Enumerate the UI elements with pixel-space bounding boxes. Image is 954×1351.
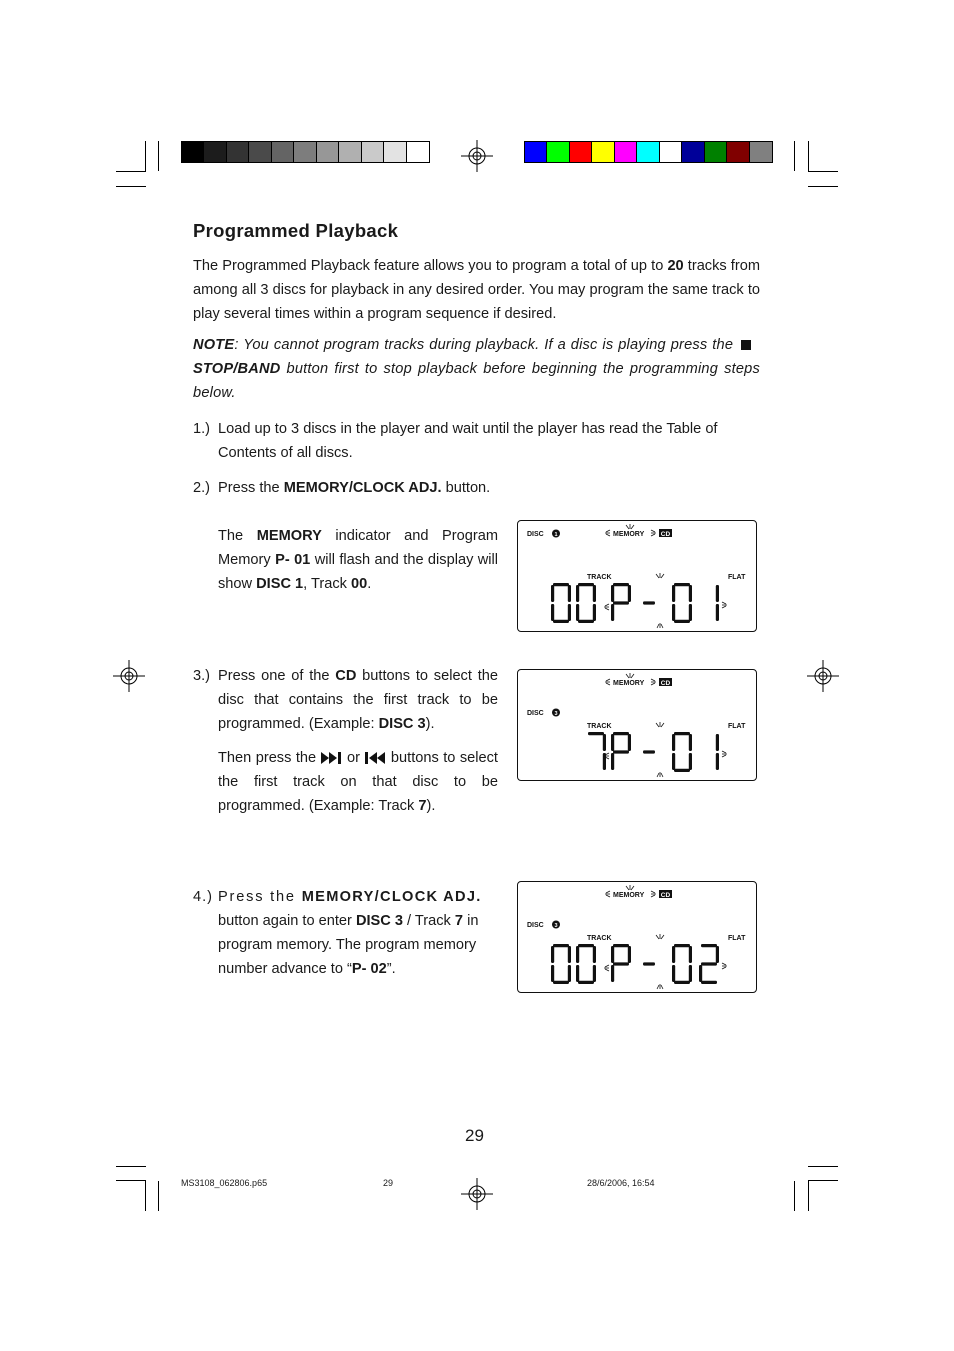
lcd-digit xyxy=(576,583,596,623)
step-4-text: Press the MEMORY/CLOCK ADJ. button again to enter DISC 3 / Track 7 in program memory. The program memory number advance to “P- 02”. xyxy=(218,889,482,977)
lcd-digit xyxy=(672,583,692,623)
step-3-number: 3.) xyxy=(193,668,211,684)
memory-flash-icon xyxy=(626,885,634,890)
memory-flash-icon xyxy=(626,524,634,529)
program-flash-icon xyxy=(604,965,609,971)
disc-number: 3 xyxy=(554,711,558,717)
track-label: TRACK xyxy=(587,935,612,942)
calibration-swatch xyxy=(249,142,271,162)
calibration-swatch xyxy=(727,142,749,162)
calibration-swatch xyxy=(384,142,406,162)
track-flash-icon xyxy=(656,934,664,939)
registration-target-left xyxy=(113,660,145,692)
footer-filename: MS3108_062806.p65 xyxy=(181,1178,268,1188)
calibration-swatch xyxy=(294,142,316,162)
lcd-display-1 xyxy=(517,520,757,632)
calibration-swatch xyxy=(615,142,637,162)
lcd-digit xyxy=(611,732,631,770)
registration-target-right xyxy=(807,660,839,692)
program-flash-icon xyxy=(657,772,663,777)
intro-paragraph: The Programmed Playback feature allows you to program a total of up to 20 tracks from among all 3 discs for playback in any desired order. You may program the same track to play several times within a program sequence if desired. xyxy=(193,258,760,322)
disc-label: DISC xyxy=(527,531,544,538)
lcd-digit xyxy=(611,583,631,621)
disc-number: 1 xyxy=(554,532,558,538)
program-flash-icon xyxy=(722,751,727,757)
skip-forward-icon xyxy=(321,752,343,764)
calibration-swatch xyxy=(705,142,727,162)
disc-label: DISC xyxy=(527,710,544,717)
disc-label: DISC xyxy=(527,922,544,929)
calibration-swatch xyxy=(317,142,339,162)
lcd-digit xyxy=(699,944,719,984)
memory-flash-icon xyxy=(626,673,634,678)
step-1-text: Load up to 3 discs in the player and wait until the player has read the Table of Contents of all discs. xyxy=(218,421,718,461)
program-flash-icon xyxy=(657,623,663,628)
footer-page: 29 xyxy=(383,1178,394,1188)
lcd-digit xyxy=(672,944,692,984)
track-label: TRACK xyxy=(587,723,612,730)
memory-flash-icon xyxy=(651,679,656,685)
track-flash-icon xyxy=(656,722,664,727)
skip-back-icon xyxy=(364,752,386,764)
calibration-swatch xyxy=(182,142,204,162)
step-3-text: Press one of the CD buttons to select the disc that contains the first track to be programmed. (Example: DISC 3). xyxy=(218,668,498,732)
memory-flash-icon xyxy=(651,891,656,897)
lcd-digit xyxy=(643,750,655,753)
step-1-number: 1.) xyxy=(193,421,211,437)
lcd-digit xyxy=(672,732,692,772)
disc-number: 3 xyxy=(554,923,558,929)
calibration-swatch xyxy=(660,142,682,162)
step-2-detail: The MEMORY indicator and Program Memory P- 01 will flash and the display will show DISC 1, Track 00. xyxy=(218,528,499,592)
lcd-display-2 xyxy=(517,669,757,781)
memory-indicator: MEMORY xyxy=(613,892,645,899)
flat-label: FLAT xyxy=(728,723,746,730)
memory-indicator: MEMORY xyxy=(613,680,645,687)
calibration-swatch xyxy=(204,142,226,162)
lcd-digit xyxy=(716,734,719,770)
step-3-detail: Then press the or buttons to select the first track on that disc to be programmed. (Example: Track 7). xyxy=(218,750,498,814)
flat-label: FLAT xyxy=(728,574,746,581)
stop-band-button-label: STOP/BAND xyxy=(193,361,281,377)
lcd-digit xyxy=(551,583,571,623)
program-flash-icon xyxy=(722,602,727,608)
memory-flash-icon xyxy=(605,891,610,897)
calibration-swatch xyxy=(682,142,704,162)
step-4-number: 4.) xyxy=(193,889,214,905)
registration-target-top xyxy=(461,140,493,172)
flat-label: FLAT xyxy=(728,935,746,942)
memory-indicator: MEMORY xyxy=(613,531,645,538)
stop-icon xyxy=(740,339,752,351)
calibration-swatch xyxy=(750,142,772,162)
page-number: 29 xyxy=(465,1126,484,1145)
calibration-swatch xyxy=(272,142,294,162)
calibration-swatch xyxy=(339,142,361,162)
lcd-digit xyxy=(716,585,719,621)
footer-date: 28/6/2006, 16:54 xyxy=(587,1178,655,1188)
grayscale-calibration-bar xyxy=(181,141,430,163)
program-flash-icon xyxy=(657,984,663,989)
calibration-swatch xyxy=(570,142,592,162)
lcd-digit xyxy=(611,944,631,982)
page-title: Programmed Playback xyxy=(193,220,399,241)
lcd-digit xyxy=(576,944,596,984)
note-paragraph: NOTE: You cannot program tracks during playback. If a disc is playing press the STOP/BAND button first to stop playback before beginning the programming steps below. xyxy=(193,337,760,401)
calibration-swatch xyxy=(547,142,569,162)
lcd-display-3 xyxy=(517,881,757,993)
step-2-number: 2.) xyxy=(193,480,211,496)
program-flash-icon xyxy=(604,604,609,610)
lcd-digit xyxy=(588,732,606,770)
lcd-digit xyxy=(643,962,655,965)
calibration-swatch xyxy=(592,142,614,162)
note-label: NOTE xyxy=(193,337,235,353)
track-label: TRACK xyxy=(587,574,612,581)
cd-indicator-label: CD xyxy=(660,531,671,538)
memory-flash-icon xyxy=(651,530,656,536)
calibration-swatch xyxy=(637,142,659,162)
color-calibration-bar xyxy=(524,141,773,163)
memory-flash-icon xyxy=(605,530,610,536)
calibration-swatch xyxy=(407,142,429,162)
program-flash-icon xyxy=(722,963,727,969)
step-2-text: Press the MEMORY/CLOCK ADJ. button. xyxy=(218,480,491,496)
cd-indicator-label: CD xyxy=(660,892,671,899)
track-flash-icon xyxy=(656,573,664,578)
calibration-swatch xyxy=(525,142,547,162)
registration-target-bottom xyxy=(461,1178,493,1210)
lcd-digit xyxy=(643,601,655,604)
memory-flash-icon xyxy=(605,679,610,685)
calibration-swatch xyxy=(227,142,249,162)
cd-indicator-label: CD xyxy=(660,680,671,687)
lcd-digit xyxy=(551,944,571,984)
calibration-swatch xyxy=(362,142,384,162)
